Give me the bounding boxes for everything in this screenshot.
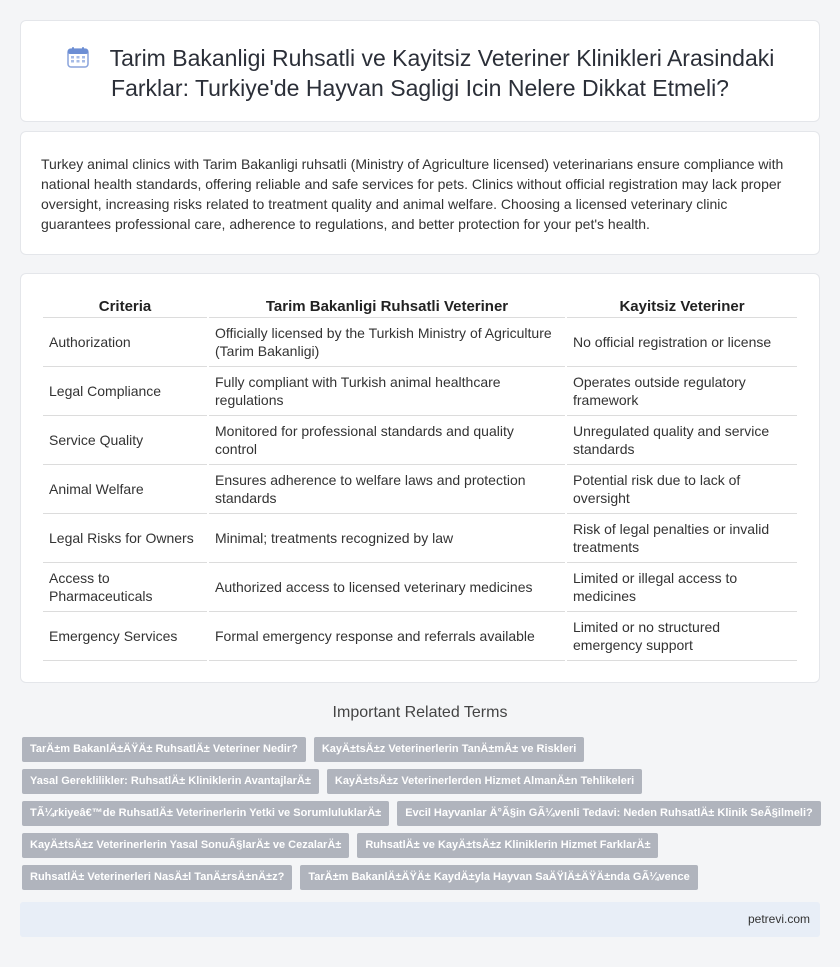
column-header-licensed: Tarim Bakanligi Ruhsatli Veteriner — [209, 296, 565, 318]
table-cell: Legal Risks for Owners — [43, 514, 207, 563]
related-term-tag[interactable]: Yasal Gereklilikler: RuhsatlÄ± Kliniklerin AvantajlarÄ± — [22, 769, 319, 794]
table-cell: Legal Compliance — [43, 367, 207, 416]
related-term-tag[interactable]: TÃ¼rkiyeâ€™de RuhsatlÄ± Veterinerlerin Yetki ve SorumluluklarÄ± — [22, 801, 389, 826]
tag-row — [22, 865, 822, 890]
table-cell: Authorization — [43, 318, 207, 367]
tag-row — [22, 769, 822, 794]
table-cell: No official registration or license — [567, 318, 797, 367]
table-cell: Limited or no structured emergency support — [567, 612, 797, 661]
table-cell: Formal emergency response and referrals available — [209, 612, 565, 661]
calendar-icon — [66, 45, 90, 69]
related-terms-heading: Important Related Terms — [332, 704, 508, 721]
comparison-table-card — [20, 273, 820, 683]
table-row — [43, 612, 797, 661]
intro-paragraph: Turkey animal clinics with Tarim Bakanligi ruhsatli (Ministry of Agriculture licensed) veterinarians ensure compliance with national health standards, offering reliable and safe services for pets. Clinics without official registration may lack proper oversight, increasing risks related to treatment quality and animal welfare. Choosing a licensed veterinary clinic guarantees professional care, adherence to regulations, and better protection for your pet's health. — [41, 156, 784, 232]
comparison-table — [41, 296, 799, 661]
related-term-tag[interactable]: KayÄ±tsÄ±z Veterinerlerden Hizmet AlmanÄ±n Tehlikeleri — [327, 769, 642, 794]
table-row — [43, 465, 797, 514]
related-term-tag[interactable]: RuhsatlÄ± ve KayÄ±tsÄ±z Kliniklerin Hizmet FarklarÄ± — [357, 833, 658, 858]
related-term-tag[interactable]: Evcil Hayvanlar Ä°Ã§in GÃ¼venli Tedavi: Neden RuhsatlÄ± Klinik SeÃ§ilmeli? — [397, 801, 821, 826]
table-row — [43, 563, 797, 612]
related-term-tag[interactable]: KayÄ±tsÄ±z Veterinerlerin TanÄ±mÄ± ve Riskleri — [314, 737, 584, 762]
related-term-tag[interactable]: TarÄ±m BakanlÄ±ÄŸÄ± RuhsatlÄ± Veteriner Nedir? — [22, 737, 306, 762]
table-cell: Risk of legal penalties or invalid treatments — [567, 514, 797, 563]
title-line-1: Tarim Bakanligi Ruhsatli ve Kayitsiz Veteriner Klinikleri Arasindaki — [109, 45, 775, 71]
tag-row — [22, 737, 822, 762]
table-cell: Officially licensed by the Turkish Ministry of Agriculture (Tarim Bakanligi) — [209, 318, 565, 367]
table-row — [43, 416, 797, 465]
related-term-tag[interactable]: TarÄ±m BakanlÄ±ÄŸÄ± KaydÄ±yla Hayvan SaÄŸlÄ±ÄŸÄ±nda GÃ¼vence — [300, 865, 697, 890]
table-cell: Emergency Services — [43, 612, 207, 661]
related-terms-tags — [22, 737, 822, 897]
footer-site-link[interactable]: petrevi.com — [747, 912, 810, 926]
table-row — [43, 318, 797, 367]
table-cell: Access to Pharmaceuticals — [43, 563, 207, 612]
table-row — [43, 514, 797, 563]
column-header-criteria: Criteria — [43, 296, 207, 318]
table-cell: Authorized access to licensed veterinary medicines — [209, 563, 565, 612]
table-cell: Ensures adherence to welfare laws and protection standards — [209, 465, 565, 514]
table-cell: Animal Welfare — [43, 465, 207, 514]
header-card — [20, 20, 820, 122]
table-cell: Service Quality — [43, 416, 207, 465]
footer — [20, 902, 820, 937]
table-cell: Minimal; treatments recognized by law — [209, 514, 565, 563]
table-cell: Potential risk due to lack of oversight — [567, 465, 797, 514]
column-header-unregistered: Kayitsiz Veteriner — [567, 296, 797, 318]
table-cell: Monitored for professional standards and quality control — [209, 416, 565, 465]
tag-row — [22, 801, 822, 826]
table-cell: Operates outside regulatory framework — [567, 367, 797, 416]
table-row — [43, 367, 797, 416]
table-cell: Limited or illegal access to medicines — [567, 563, 797, 612]
table-cell: Unregulated quality and service standards — [567, 416, 797, 465]
intro-card — [20, 131, 820, 255]
table-cell: Fully compliant with Turkish animal healthcare regulations — [209, 367, 565, 416]
related-term-tag[interactable]: KayÄ±tsÄ±z Veterinerlerin Yasal SonuÃ§larÄ± ve CezalarÄ± — [22, 833, 349, 858]
title-line-2: Farklar: Turkiye'de Hayvan Sagligi Icin Nelere Dikkat Etmeli? — [111, 75, 729, 101]
tag-row — [22, 833, 822, 858]
table-header-row — [43, 296, 797, 318]
page-title — [21, 43, 819, 103]
related-term-tag[interactable]: RuhsatlÄ± Veterinerleri NasÄ±l TanÄ±rsÄ±nÄ±z? — [22, 865, 292, 890]
